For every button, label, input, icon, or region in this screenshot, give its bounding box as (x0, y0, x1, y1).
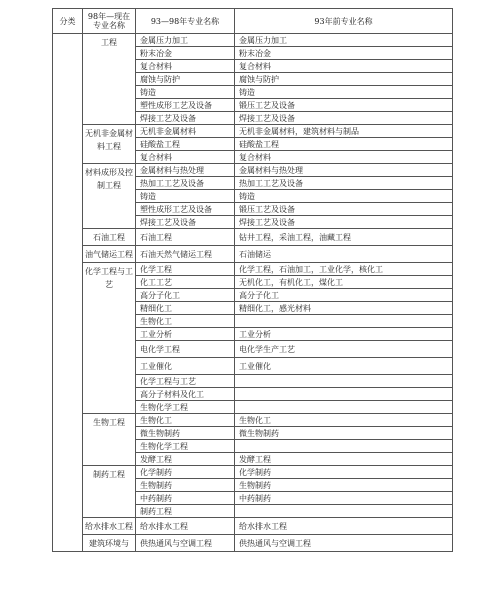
major-pre-93-cell (235, 401, 453, 414)
major-93-98-cell: 精细化工 (136, 302, 235, 315)
major-93-98-cell: 生物化学工程 (136, 440, 235, 453)
major-93-98-cell: 铸造 (136, 86, 235, 99)
major-93-98-cell: 供热通风与空调工程 (136, 535, 235, 552)
major-93-98-cell: 微生物制药 (136, 427, 235, 440)
major-pre-93-cell: 无机非金属材料，建筑材料与制品 (235, 125, 453, 138)
major-93-98-cell: 生物化学工程 (136, 401, 235, 414)
major-93-98-cell: 石油天然气储运工程 (136, 246, 235, 263)
major-pre-93-cell: 生物化工 (235, 414, 453, 427)
major-93-98-cell: 电化学工程 (136, 341, 235, 358)
table-row (53, 125, 453, 138)
major-98-cell: 给水排水工程 (83, 518, 136, 535)
major-93-98-cell: 化工工艺 (136, 276, 235, 289)
major-93-98-cell: 化学制药 (136, 466, 235, 479)
table-row (53, 263, 453, 276)
major-98-cell: 化学工程与工艺 (83, 263, 136, 414)
major-pre-93-cell: 硅酸盐工程 (235, 138, 453, 151)
major-98-cell: 无机非金属材料工程 (83, 125, 136, 164)
major-pre-93-cell: 锻压工艺及设备 (235, 99, 453, 112)
major-pre-93-cell: 工业催化 (235, 358, 453, 375)
major-93-98-cell: 塑性成形工艺及设备 (136, 203, 235, 216)
major-98-cell: 建筑环境与 (83, 535, 136, 552)
major-93-98-cell: 生物化工 (136, 414, 235, 427)
major-pre-93-cell: 铸造 (235, 190, 453, 203)
major-pre-93-cell: 微生物制药 (235, 427, 453, 440)
major-93-98-cell: 金属压力加工 (136, 34, 235, 47)
major-93-98-cell: 工业催化 (136, 358, 235, 375)
major-pre-93-cell: 金属材料与热处理 (235, 164, 453, 177)
major-93-98-cell: 工业分析 (136, 328, 235, 341)
major-pre-93-cell: 复合材料 (235, 151, 453, 164)
major-pre-93-cell: 发酵工程 (235, 453, 453, 466)
major-pre-93-cell: 电化学生产工艺 (235, 341, 453, 358)
major-pre-93-cell: 焊接工艺及设备 (235, 112, 453, 125)
major-93-98-cell: 生物制药 (136, 479, 235, 492)
table-row (53, 164, 453, 177)
major-98-cell: 工程 (83, 34, 136, 125)
major-pre-93-cell: 无机化工，有机化工，煤化工 (235, 276, 453, 289)
major-pre-93-cell: 复合材料 (235, 60, 453, 73)
header-row (53, 9, 453, 34)
major-93-98-cell: 热加工工艺及设备 (136, 177, 235, 190)
major-name-table (52, 8, 453, 552)
major-pre-93-cell (235, 440, 453, 453)
major-pre-93-cell (235, 315, 453, 328)
major-98-cell: 石油工程 (83, 229, 136, 246)
major-pre-93-cell: 工业分析 (235, 328, 453, 341)
major-pre-93-cell: 化学制药 (235, 466, 453, 479)
table-row (53, 414, 453, 427)
major-pre-93-cell: 给水排水工程 (235, 518, 453, 535)
major-98-cell: 材料成形及控制工程 (83, 164, 136, 229)
major-93-98-cell: 给水排水工程 (136, 518, 235, 535)
major-93-98-cell: 高分子材料及化工 (136, 388, 235, 401)
major-93-98-cell: 石油工程 (136, 229, 235, 246)
major-93-98-cell: 塑性成形工艺及设备 (136, 99, 235, 112)
major-93-98-cell: 粉末冶金 (136, 47, 235, 60)
table-body (53, 34, 453, 552)
major-pre-93-cell: 锻压工艺及设备 (235, 203, 453, 216)
major-pre-93-cell: 中药制药 (235, 492, 453, 505)
major-pre-93-cell: 石油储运 (235, 246, 453, 263)
major-93-98-cell: 铸造 (136, 190, 235, 203)
category-cell (53, 34, 83, 552)
header-major-93-98: 93—98年专业名称 (136, 9, 235, 34)
major-98-cell: 油气储运工程 (83, 246, 136, 263)
major-93-98-cell: 金属材料与热处理 (136, 164, 235, 177)
header-major-pre-93: 93年前专业名称 (235, 9, 453, 34)
major-pre-93-cell (235, 505, 453, 518)
major-pre-93-cell: 铸造 (235, 86, 453, 99)
table-row (53, 246, 453, 263)
major-93-98-cell: 发酵工程 (136, 453, 235, 466)
major-93-98-cell: 腐蚀与防护 (136, 73, 235, 86)
major-pre-93-cell (235, 388, 453, 401)
header-major-98-now: 98年—现在专业名称 (83, 9, 136, 34)
major-pre-93-cell: 生物制药 (235, 479, 453, 492)
major-pre-93-cell (235, 375, 453, 388)
header-category: 分类 (53, 9, 83, 34)
major-name-table-page (52, 8, 452, 552)
major-pre-93-cell: 钻井工程，采油工程，油藏工程 (235, 229, 453, 246)
table-row (53, 466, 453, 479)
major-93-98-cell: 化学工程 (136, 263, 235, 276)
major-pre-93-cell: 焊接工艺及设备 (235, 216, 453, 229)
major-pre-93-cell: 精细化工，感光材料 (235, 302, 453, 315)
major-93-98-cell: 中药制药 (136, 492, 235, 505)
major-93-98-cell: 无机非金属材料 (136, 125, 235, 138)
major-93-98-cell: 高分子化工 (136, 289, 235, 302)
table-row (53, 34, 453, 47)
major-pre-93-cell: 高分子化工 (235, 289, 453, 302)
major-93-98-cell: 硅酸盐工程 (136, 138, 235, 151)
table-row (53, 535, 453, 552)
major-pre-93-cell: 化学工程，石油加工，工业化学，核化工 (235, 263, 453, 276)
major-pre-93-cell: 供热通风与空调工程 (235, 535, 453, 552)
major-98-cell: 生物工程 (83, 414, 136, 466)
major-pre-93-cell: 粉末冶金 (235, 47, 453, 60)
major-pre-93-cell: 金属压力加工 (235, 34, 453, 47)
major-93-98-cell: 复合材料 (136, 151, 235, 164)
major-93-98-cell: 焊接工艺及设备 (136, 112, 235, 125)
major-93-98-cell: 化学工程与工艺 (136, 375, 235, 388)
major-pre-93-cell: 腐蚀与防护 (235, 73, 453, 86)
major-93-98-cell: 焊接工艺及设备 (136, 216, 235, 229)
major-pre-93-cell: 热加工工艺及设备 (235, 177, 453, 190)
table-row (53, 518, 453, 535)
table-row (53, 229, 453, 246)
major-93-98-cell: 生物化工 (136, 315, 235, 328)
major-93-98-cell: 制药工程 (136, 505, 235, 518)
major-93-98-cell: 复合材料 (136, 60, 235, 73)
major-98-cell: 制药工程 (83, 466, 136, 518)
